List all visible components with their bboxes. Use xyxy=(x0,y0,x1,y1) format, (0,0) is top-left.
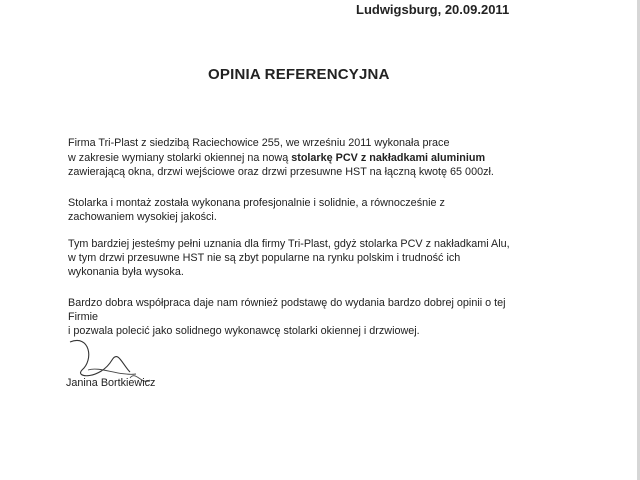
document-title: OPINIA REFERENCYJNA xyxy=(208,66,390,83)
paragraph-4-line-3: i pozwala polecić jako solidnego wykonawcę stolarki okiennej i drzwiowej. xyxy=(68,325,420,337)
paragraph-3-line-1: Tym bardziej jesteśmy pełni uznania dla firmy Tri-Plast, gdyż stolarka PCV z nakładkami Alu, xyxy=(68,238,510,250)
signatory-name: Janina Bortkiewicz xyxy=(66,377,156,389)
paragraph-1-line-2-text: w zakresie wymiany stolarki okiennej na nową xyxy=(68,152,292,164)
paragraph-3-line-2: w tym drzwi przesuwne HST nie są zbyt popularne na rynku polskim i trudność ich xyxy=(68,252,461,264)
scan-edge-shadow xyxy=(632,0,640,480)
paragraph-2-line-1: Stolarka i montaż została wykonana profesjonalnie i solidnie, a równocześnie z xyxy=(68,197,445,209)
paragraph-1-line-2 xyxy=(68,152,485,165)
paragraph-1-line-1: Firma Tri-Plast z siedzibą Raciechowice 255, we wrześniu 2011 wykonała prace xyxy=(68,137,450,149)
paragraph-4-line-2: Firmie xyxy=(68,311,98,323)
paragraph-3-line-3: wykonania była wysoka. xyxy=(68,266,184,278)
paragraph-4-line-1: Bardzo dobra współpraca daje nam również podstawę do wydania bardzo dobrej opinii o tej xyxy=(68,297,506,309)
place-and-date: Ludwigsburg, 20.09.2011 xyxy=(356,2,510,17)
product-highlight: stolarkę PCV z nakładkami aluminium xyxy=(291,152,486,164)
paragraph-2-line-2: zachowaniem wysokiej jakości. xyxy=(68,211,217,223)
paragraph-1-line-3: zawierającą okna, drzwi wejściowe oraz drzwi przesuwne HST na łączną kwotę 65 000zł. xyxy=(68,166,494,178)
